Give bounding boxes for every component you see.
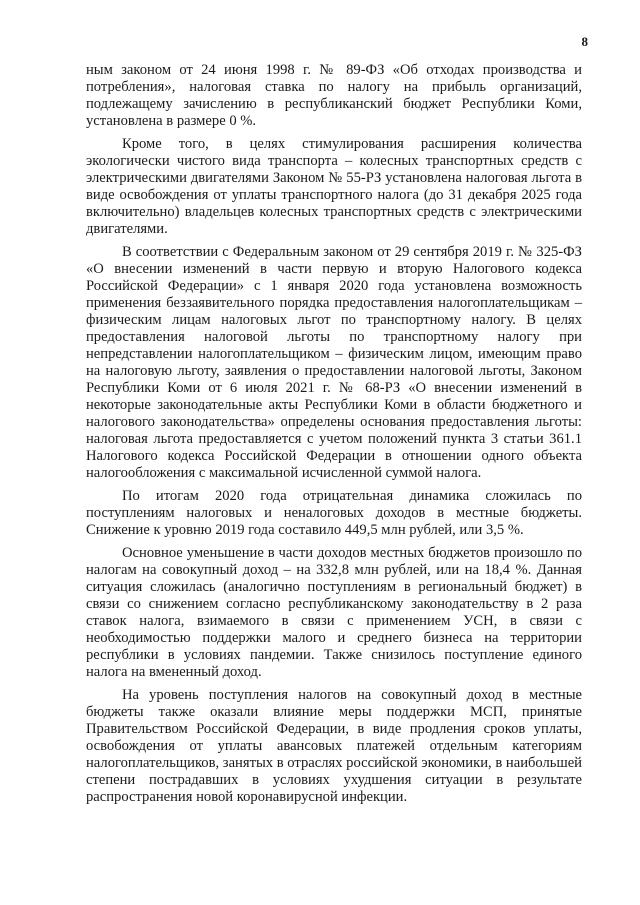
- paragraph-4: По итогам 2020 года отрицательная динамика сложилась по поступлениям налоговых и неналоговых доходов в местные бюджеты. Снижение к уровню 2019 года составило 449,5 млн рублей, или 3,5 %.: [86, 488, 582, 538]
- paragraph-5: Основное уменьшение в части доходов местных бюджетов произошло по налогам на совокупный доход – на 332,8 млн рублей, или на 18,4 %. Данная ситуация сложилась (аналогично поступлениям в региональный бюджет) в связи со снижением согласно республиканскому законодательству в 2 раза ставок налога, взимаемого в связи с применением УСН, в связи с необходимостью поддержки малого и среднего бизнеса на территории республики в условиях пандемии. Также снизилось поступление единого налога на вмененный доход.: [86, 545, 582, 680]
- paragraph-1: ным законом от 24 июня 1998 г. № 89-ФЗ «Об отходах производства и потребления», налоговая ставка по налогу на прибыль организаций, подлежащему зачислению в республиканский бюджет Республики Коми, установлена в размере 0 %.: [86, 62, 582, 129]
- paragraph-3: В соответствии с Федеральным законом от 29 сентября 2019 г. № 325-ФЗ «О внесении изменений в части первую и вторую Налогового кодекса Российской Федерации» с 1 января 2020 года установлена возможность применения беззаявительного порядка предоставления налогоплательщикам – физическим лицам налоговых льгот по транспортному налогу. В целях предоставления налоговой льготы по транспортному налогу при непредставлении налогоплательщиком – физическим лицом, имеющим право на налоговую льготу, заявления о предоставлении налоговой льготы, Законом Республики Коми от 6 июля 2021 г. № 68-РЗ «О внесении изменений в некоторые законодательные акты Республики Коми в области бюджетного и налогового законодательства» определены основания предоставления льготы: налоговая льгота предоставляется с учетом положений пункта 3 статьи 361.1 Налогового кодекса Российской Федерации в отношении одного объекта налогообложения с максимальной исчисленной суммой налога.: [86, 244, 582, 481]
- page-number: 8: [581, 34, 588, 49]
- document-body: [86, 62, 582, 812]
- paragraph-6: На уровень поступления налогов на совокупный доход в местные бюджеты также оказали влияние меры поддержки МСП, принятые Правительством Российской Федерации, в виде продления сроков уплаты, освобождения от уплаты авансовых платежей отдельным категориям налогоплательщиков, занятых в отраслях российской экономики, в наибольшей степени пострадавших в условиях ухудшения ситуации в результате распространения новой коронавирусной инфекции.: [86, 687, 582, 805]
- paragraph-2: Кроме того, в целях стимулирования расширения количества экологически чистого вида транспорта – колесных транспортных средств с электрическими двигателями Законом № 55-РЗ установлена налоговая льгота в виде освобождения от уплаты транспортного налога (до 31 декабря 2025 года включительно) владельцев колесных транспортных средств с электрическими двигателями.: [86, 136, 582, 237]
